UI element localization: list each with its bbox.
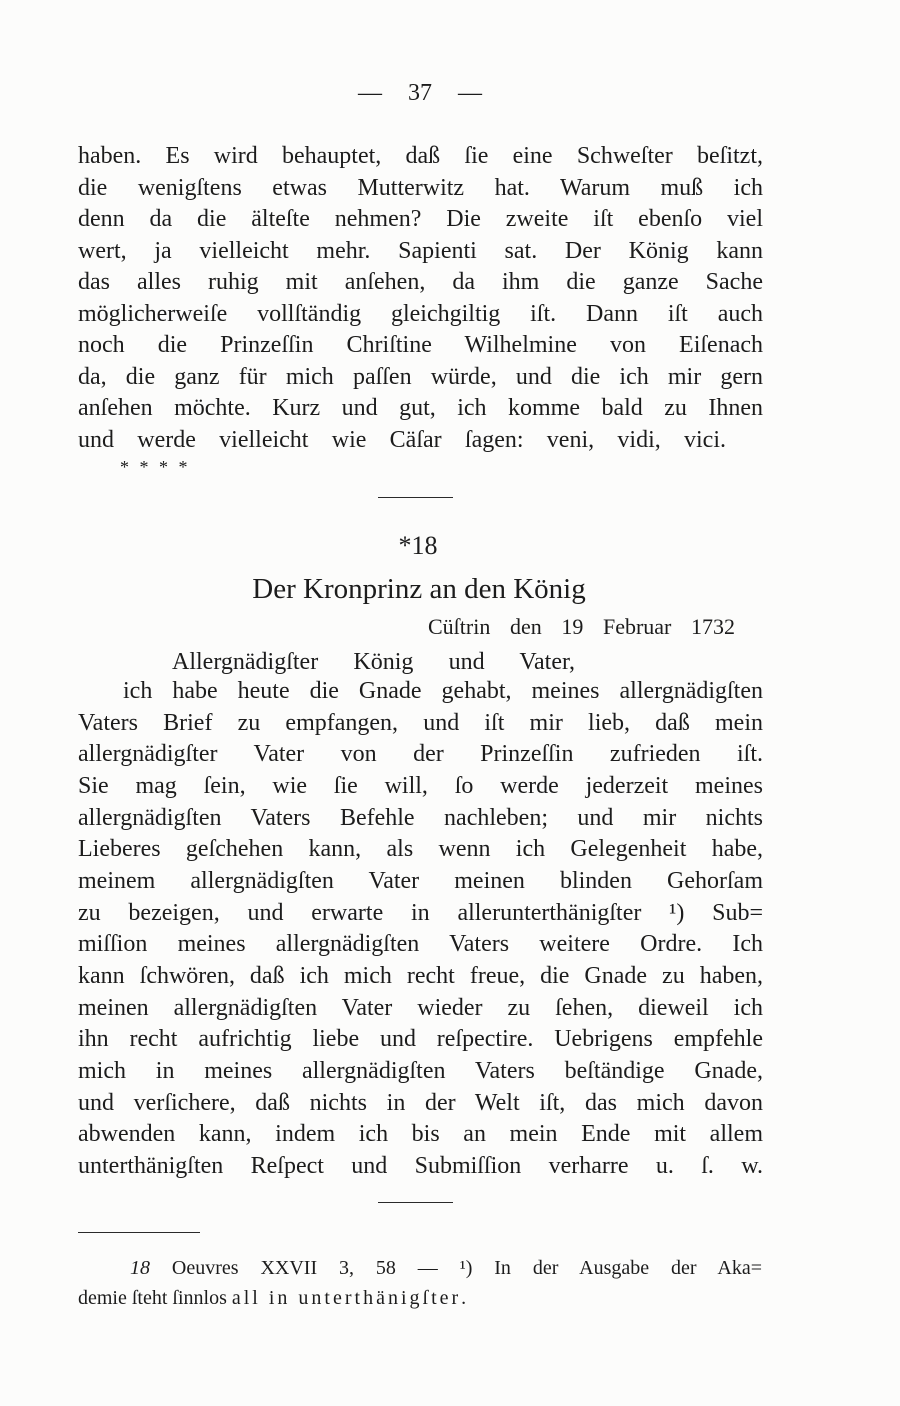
text-line: miſſion meines allergnädigſten Vaters weitere Ordre. Ich	[78, 931, 763, 958]
text-line: zu bezeigen, und erwarte in allerunterthänigſter ¹) Sub=	[78, 899, 763, 926]
text-line: Vaters Brief zu empfangen, und iſt mir lieb, daß mein	[78, 709, 763, 736]
footnote-spaced-text: all in unterthänigſter	[231, 1287, 462, 1309]
footnote-text: .	[461, 1287, 467, 1309]
footnote-line	[130, 1253, 762, 1283]
footnote-text: Oeuvres XXVII 3, 58 — ¹) In der Ausgabe der Aka=	[171, 1257, 762, 1279]
text-line: mich in meines allergnädigſten Vaters beſtändige Gnade,	[78, 1057, 763, 1084]
text-line: allergnädigſter Vater von der Prinzeſſin zufrieden iſt.	[78, 741, 763, 768]
letter-number: *18	[398, 531, 438, 560]
text-line: die wenigſtens etwas Mutterwitz hat. Warum muß ich	[78, 174, 763, 201]
text-line: und werde vielleicht wie Cäſar ſagen: veni, vidi, vici.	[78, 426, 726, 453]
text-line: ihn recht aufrichtig liebe und reſpectire. Uebrigens empfehle	[78, 1026, 763, 1053]
section-divider	[378, 497, 453, 498]
asterism: * * * *	[120, 457, 188, 477]
text-line: denn da die älteſte nehmen? Die zweite iſt ebenſo viel	[78, 206, 763, 233]
text-line: allergnädigſten Vaters Befehle nachleben; und mir nichts	[78, 804, 763, 831]
footnote-text: demie ſteht ſinnlos	[78, 1287, 227, 1309]
text-line: unterthänigſten Reſpect und Submiſſion verharre u. ſ. w.	[78, 1152, 763, 1179]
text-line: und verſichere, daß nichts in der Welt iſt, das mich davon	[78, 1089, 763, 1116]
text-line: Sie mag ſein, wie ſie will, ſo werde jederzeit meines	[78, 772, 763, 799]
letter-place-date: Cüſtrin den 19 Februar 1732	[428, 614, 735, 639]
text-line: meinen allergnädigſten Vater wieder zu ſehen, dieweil ich	[78, 994, 763, 1021]
letter-salutation: Allergnädigſter König und Vater,	[172, 649, 575, 675]
page-number: — 37 —	[358, 80, 482, 106]
text-line: meinem allergnädigſten Vater meinen blinden Gehorſam	[78, 867, 763, 894]
continuation-paragraph	[78, 141, 763, 456]
letter-title: Der Kronprinz an den König	[252, 573, 586, 605]
footnote-line	[78, 1283, 763, 1313]
text-line: möglicherweiſe vollſtändig gleichgiltig iſt. Dann iſt auch	[78, 300, 763, 327]
text-line: da, die ganz für mich paſſen würde, und die ich mir gern	[78, 363, 763, 390]
text-line: abwenden kann, indem ich bis an mein Ende mit allem	[78, 1121, 763, 1148]
text-line: anſehen möchte. Kurz und gut, ich komme bald zu Ihnen	[78, 395, 763, 422]
text-line: wert, ja vielleicht mehr. Sapienti sat. Der König kann	[78, 237, 763, 264]
footnote-rule	[78, 1232, 200, 1233]
text-line: kann ſchwören, daß ich mich recht freue, die Gnade zu haben,	[78, 962, 763, 989]
text-line: Lieberes geſchehen kann, als wenn ich Gelegenheit habe,	[78, 836, 763, 863]
footnote-number: 18	[130, 1257, 150, 1279]
letter-body	[78, 676, 763, 1183]
text-line: noch die Prinzeſſin Chriſtine Wilhelmine von Eiſenach	[78, 332, 763, 359]
text-line: haben. Es wird behauptet, daß ſie eine Schweſter beſitzt,	[78, 143, 763, 169]
section-divider	[378, 1202, 453, 1203]
text-line: das alles ruhig mit anſehen, da ihm die ganze Sache	[78, 269, 763, 296]
text-line: ich habe heute die Gnade gehabt, meines allergnädigſten	[123, 678, 763, 704]
